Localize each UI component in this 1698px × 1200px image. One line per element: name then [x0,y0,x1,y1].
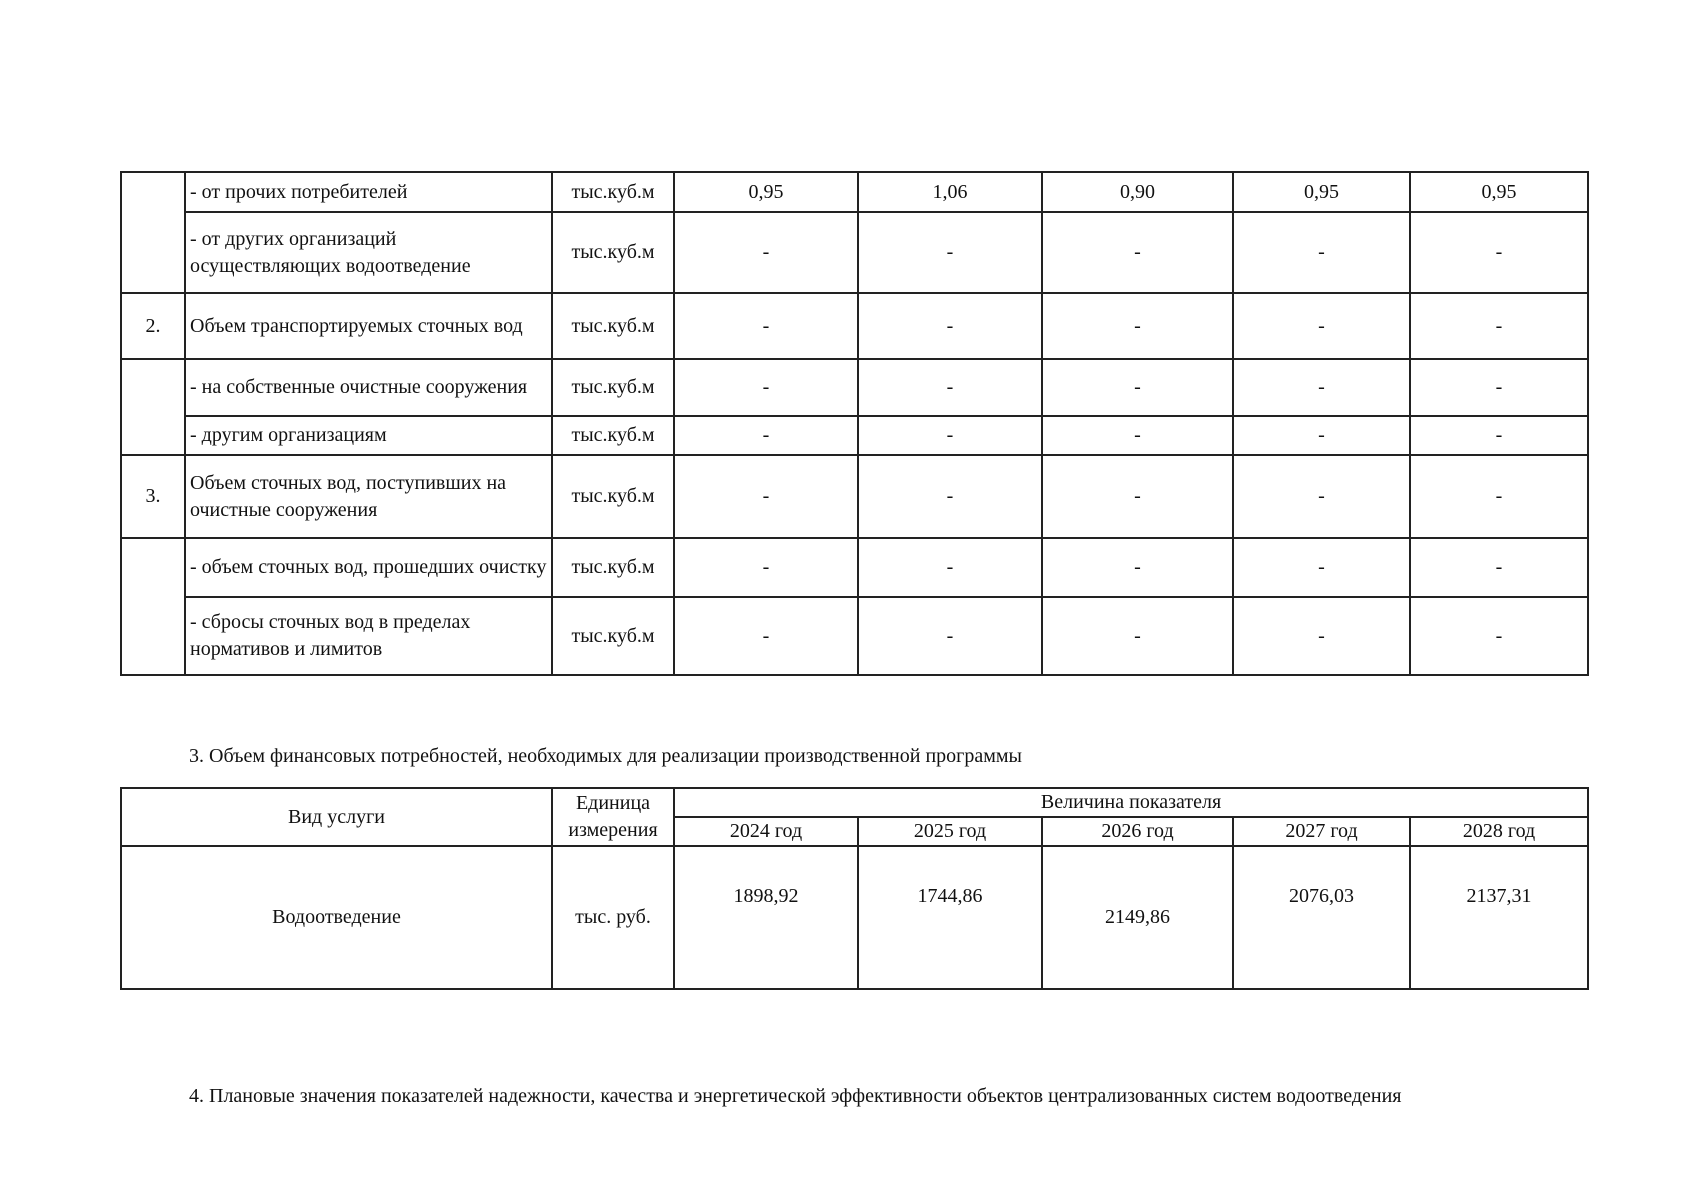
header-year: 2025 год [858,817,1042,846]
unit-cell: тыс. руб. [552,846,674,989]
row-unit-cell: тыс.куб.м [552,212,674,293]
value-cell: 1898,92 [674,846,858,989]
value-cell: - [674,212,858,293]
row-unit-cell: тыс.куб.м [552,416,674,455]
header-year: 2024 год [674,817,858,846]
value-cell: - [1042,538,1233,597]
table-row [121,359,1588,416]
row-number-cell: 3. [121,455,185,538]
row-unit-cell: тыс.куб.м [552,597,674,675]
row-name-cell: - другим организациям [185,416,552,455]
value-cell: - [858,416,1042,455]
table-row [121,416,1588,455]
value-cell: 0,95 [1410,172,1588,212]
value-cell: - [674,455,858,538]
value-cell: - [674,359,858,416]
value-cell: - [1233,455,1410,538]
value-cell: - [1042,212,1233,293]
row-unit-cell: тыс.куб.м [552,538,674,597]
row-name-cell: - объем сточных вод, прошедших очистку [185,538,552,597]
row-unit-cell: тыс.куб.м [552,172,674,212]
row-number-cell [121,359,185,455]
value-cell: - [1042,455,1233,538]
value-cell: - [1410,359,1588,416]
header-year: 2027 год [1233,817,1410,846]
table-row [121,538,1588,597]
value-cell: - [1233,538,1410,597]
row-name-cell: Объем сточных вод, поступивших на очистные сооружения [185,455,552,538]
header-service: Вид услуги [121,788,552,846]
value-cell: - [1233,212,1410,293]
value-cell: - [1042,293,1233,359]
value-cell: - [1042,359,1233,416]
header-year: 2028 год [1410,817,1588,846]
row-name-cell: Объем транспортируемых сточных вод [185,293,552,359]
value-cell: - [858,359,1042,416]
value-cell: 2149,86 [1042,846,1233,989]
volumes-table [120,171,1589,676]
table-row [121,293,1588,359]
value-cell: - [858,212,1042,293]
row-number-cell: 2. [121,293,185,359]
header-year: 2026 год [1042,817,1233,846]
value-cell: - [858,455,1042,538]
value-cell: - [858,597,1042,675]
row-name-cell: - от прочих потребителей [185,172,552,212]
header-unit [552,788,674,846]
header-unit-line2: измерения [568,819,658,841]
value-cell: - [1410,293,1588,359]
table-row [121,212,1588,293]
header-value-group: Величина показателя [674,788,1588,817]
financial-table [120,787,1589,990]
value-cell: - [674,293,858,359]
value-cell: - [1410,538,1588,597]
value-cell: - [858,293,1042,359]
value-cell: - [1410,416,1588,455]
table-row [121,597,1588,675]
value-cell: 1,06 [858,172,1042,212]
value-cell: 0,95 [674,172,858,212]
table-header-row [121,788,1588,817]
row-number-cell [121,538,185,675]
table-row [121,455,1588,538]
row-name-cell: - от других организаций осуществляющих водоотведение [185,212,552,293]
value-cell: - [1410,212,1588,293]
value-cell: - [1410,455,1588,538]
value-cell: 0,90 [1042,172,1233,212]
header-unit-line1: Единица [575,792,651,814]
row-unit-cell: тыс.куб.м [552,359,674,416]
row-unit-cell: тыс.куб.м [552,455,674,538]
value-cell: - [1042,597,1233,675]
value-cell: - [1233,359,1410,416]
value-cell: - [1042,416,1233,455]
table-row [121,846,1588,989]
row-unit-cell: тыс.куб.м [552,293,674,359]
value-cell: 2137,31 [1410,846,1588,989]
value-cell: - [1410,597,1588,675]
value-cell: 0,95 [1233,172,1410,212]
row-name-cell: - на собственные очистные сооружения [185,359,552,416]
service-cell: Водоотведение [121,846,552,989]
value-cell: - [1233,597,1410,675]
value-cell: 1744,86 [858,846,1042,989]
value-cell: - [1233,293,1410,359]
section4-title: 4. Плановые значения показателей надежности, качества и энергетической эффективности объектов централизованных систем водоотведения [189,1085,1402,1107]
table-row [121,172,1588,212]
value-cell: - [674,416,858,455]
section3-title: 3. Объем финансовых потребностей, необходимых для реализации производственной программы [189,745,1022,767]
value-cell: 2076,03 [1233,846,1410,989]
value-cell: - [1233,416,1410,455]
row-name-cell: - сбросы сточных вод в пределах нормативов и лимитов [185,597,552,675]
row-number-cell [121,172,185,293]
value-cell: - [674,538,858,597]
value-cell: - [858,538,1042,597]
value-cell: - [674,597,858,675]
